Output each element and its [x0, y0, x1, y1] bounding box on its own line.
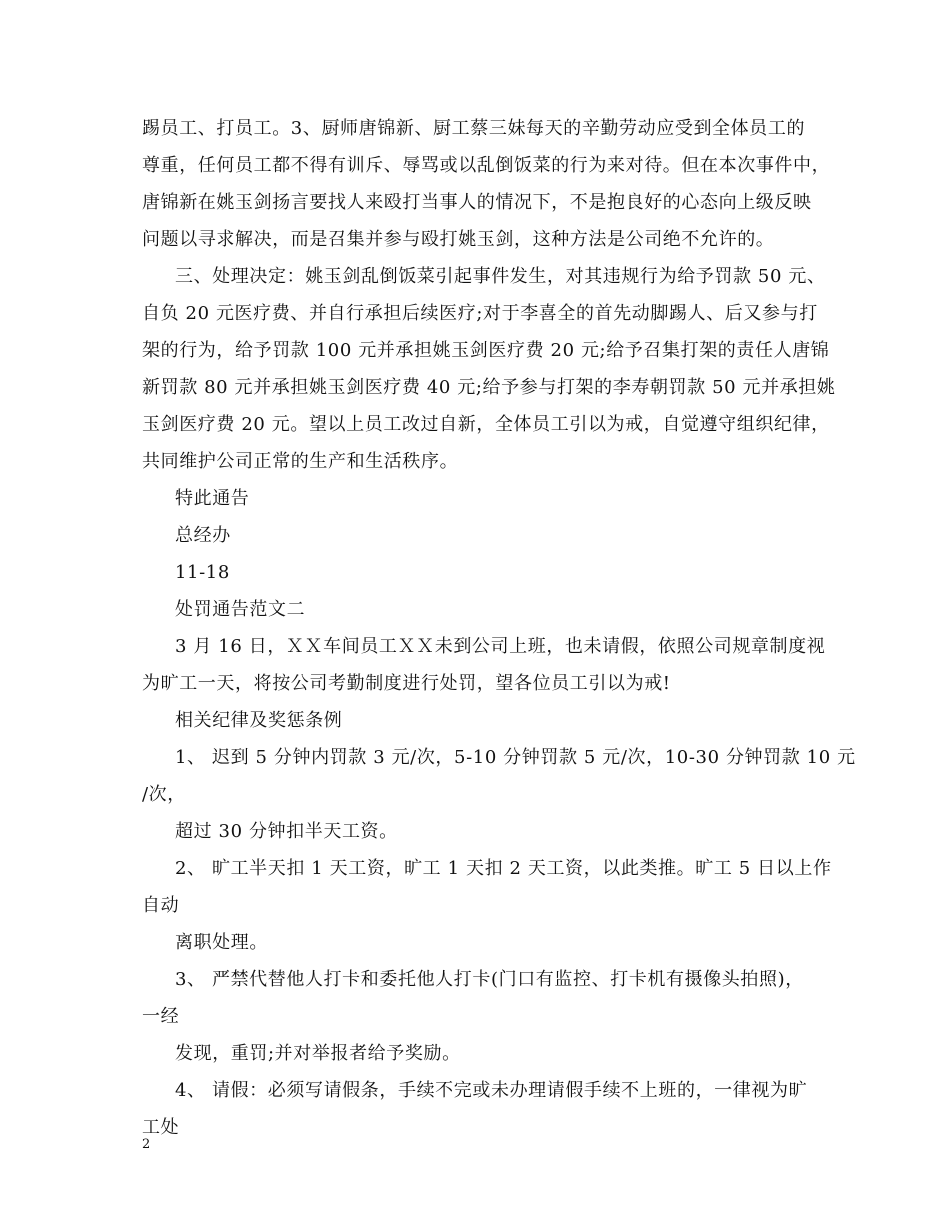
- text-line: 3 月 16 日，ＸＸ车间员工ＸＸ未到公司上班，也未请假，依照公司规章制度视: [175, 636, 826, 657]
- text-line: 踢员工、打员工。3、厨师唐锦新、厨工蔡三妹每天的辛勤劳动应受到全体员工的: [142, 118, 806, 139]
- text-line: 发现，重罚;并对举报者给予奖励。: [175, 1043, 461, 1064]
- issuer-line: 总经办: [175, 525, 231, 546]
- rule-item: 1、 迟到 5 分钟内罚款 3 元/次，5-10 分钟罚款 5 元/次，10-30 分钟罚款 10 元: [175, 747, 856, 768]
- text-line: 架的行为，给予罚款 100 元并承担姚玉剑医疗费 20 元;给予召集打架的责任人唐锦: [142, 340, 830, 361]
- notice-closing: 特此通告: [175, 488, 250, 509]
- text-line: 新罚款 80 元并承担姚玉剑医疗费 40 元;给予参与打架的李寿朝罚款 50 元并承担姚: [142, 377, 836, 398]
- rule-item: 4、 请假：必须写请假条，手续不完或未办理请假手续不上班的，一律视为旷: [175, 1080, 808, 1101]
- text-line: 工处: [142, 1117, 180, 1138]
- text-line: 问题以寻求解决，而是召集并参与殴打姚玉剑，这种方法是公司绝不允许的。: [142, 229, 775, 250]
- page-number: 2: [142, 1137, 151, 1152]
- text-line: 自负 20 元医疗费、并自行承担后续医疗;对于李喜全的首先动脚踢人、后又参与打: [142, 303, 818, 324]
- date-line: 11-18: [175, 562, 230, 583]
- rule-item: 3、 严禁代替他人打卡和委托他人打卡(门口有监控、打卡机有摄像头拍照)，: [175, 969, 804, 990]
- text-line: 自动: [142, 895, 180, 916]
- text-line: 离职处理。: [175, 932, 268, 953]
- section-title: 处罚通告范文二: [175, 599, 306, 620]
- text-line: 为旷工一天，将按公司考勤制度进行处罚，望各位员工引以为戒!: [142, 673, 671, 694]
- text-line: 玉剑医疗费 20 元。望以上员工改过自新，全体员工引以为戒，自觉遵守组织纪律，: [142, 414, 830, 435]
- text-line: 共同维护公司正常的生产和生活秩序。: [142, 451, 459, 472]
- text-line: 三、处理决定：姚玉剑乱倒饭菜引起事件发生，对其违规行为给予罚款 50 元、: [175, 266, 826, 287]
- rule-item: 2、 旷工半天扣 1 天工资，旷工 1 天扣 2 天工资，以此类推。旷工 5 日以上作: [175, 858, 832, 879]
- text-line: 超过 30 分钟扣半天工资。: [175, 821, 398, 842]
- text-line: 尊重，任何员工都不得有训斥、辱骂或以乱倒饭菜的行为来对待。但在本次事件中，: [142, 155, 831, 176]
- section-heading: 相关纪律及奖惩条例: [175, 710, 343, 731]
- text-line: 唐锦新在姚玉剑扬言要找人来殴打当事人的情况下，不是抱良好的心态向上级反映: [142, 192, 812, 213]
- text-line: /次，: [142, 784, 186, 805]
- text-line: 一经: [142, 1006, 180, 1027]
